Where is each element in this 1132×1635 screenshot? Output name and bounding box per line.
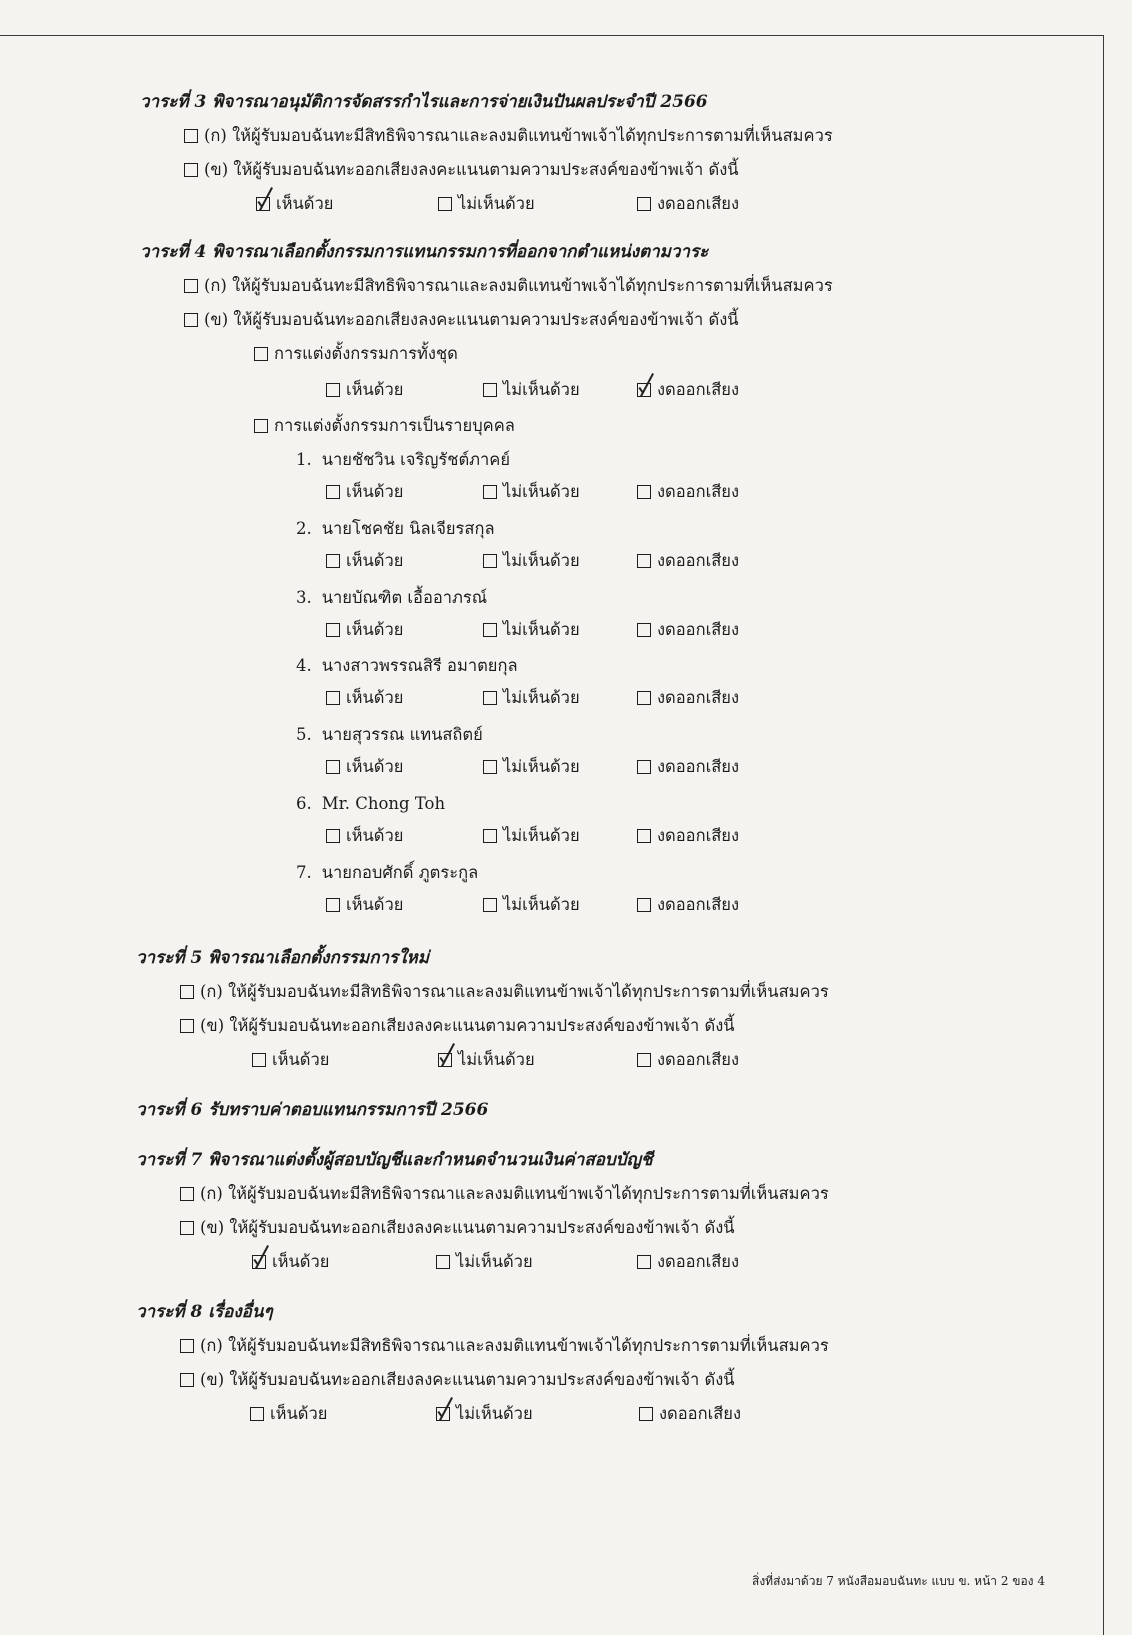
agenda-4-option-a[interactable] [184, 278, 833, 295]
candidate-5 [296, 727, 483, 744]
checkbox[interactable] [184, 163, 198, 177]
candidate-6 [296, 796, 445, 813]
option-b-label: (ข) ให้ผู้รับมอบฉันทะออกเสียงลงคะแนนตามความประสงค์ของข้าพเจ้า ดังนี้ [200, 1218, 735, 1237]
candidate-4 [296, 658, 518, 675]
candidate-5-disagree-choice[interactable] [483, 759, 580, 776]
checkbox[interactable] [184, 129, 198, 143]
vote-1-agree-choice[interactable] [326, 382, 403, 399]
candidate-3-agree-choice[interactable] [326, 622, 403, 639]
vote-4-agree-choice[interactable] [250, 1406, 327, 1423]
checkbox[interactable] [483, 691, 497, 705]
abstain-label: งดออกเสียง [657, 620, 740, 639]
checkbox[interactable] [326, 760, 340, 774]
disagree-label: ไม่เห็นด้วย [503, 826, 580, 845]
candidate-6-abstain-choice[interactable] [637, 828, 739, 845]
candidate-5-abstain-choice[interactable] [637, 759, 739, 776]
candidate-3-disagree-choice[interactable] [483, 622, 580, 639]
candidate-4-abstain-choice[interactable] [637, 690, 739, 707]
disagree-label: ไม่เห็นด้วย [503, 482, 580, 501]
page-footer: สิ่งที่ส่งมาด้วย 7 หนังสือมอบฉันทะ แบบ ข. หน้า 2 ของ 4 [752, 1574, 1045, 1588]
checkbox[interactable] [637, 623, 651, 637]
checkbox[interactable] [483, 383, 497, 397]
checkbox[interactable] [637, 1255, 651, 1269]
abstain-label: งดออกเสียง [657, 1252, 740, 1271]
agree-label: เห็นด้วย [346, 551, 404, 570]
disagree-label: ไม่เห็นด้วย [503, 551, 580, 570]
candidate-name: นายบัณฑิต เอื้ออาภรณ์ [321, 588, 488, 607]
checkbox[interactable] [436, 1407, 450, 1421]
disagree-label: ไม่เห็นด้วย [503, 380, 580, 399]
checkbox[interactable] [637, 1053, 651, 1067]
vote-1-disagree-choice[interactable] [483, 382, 580, 399]
agree-label: เห็นด้วย [276, 194, 334, 213]
checkbox[interactable] [483, 829, 497, 843]
checkbox[interactable] [639, 1407, 653, 1421]
candidate-1-abstain-choice[interactable] [637, 484, 739, 501]
candidate-4-agree-choice[interactable] [326, 690, 403, 707]
disagree-label: ไม่เห็นด้วย [503, 757, 580, 776]
agree-label: เห็นด้วย [346, 620, 404, 639]
candidate-number: 3. [296, 588, 312, 607]
agenda-3-option-b[interactable] [184, 162, 739, 179]
candidate-7 [296, 865, 478, 882]
vote-3-agree-choice[interactable] [252, 1254, 329, 1271]
agenda-8-option-b[interactable] [180, 1372, 735, 1389]
checkbox[interactable] [637, 691, 651, 705]
agree-label: เห็นด้วย [346, 826, 404, 845]
checkbox[interactable] [438, 197, 452, 211]
agree-label: เห็นด้วย [346, 688, 404, 707]
checkbox[interactable] [436, 1255, 450, 1269]
vote-3-disagree-choice[interactable] [436, 1254, 533, 1271]
option-b-label: (ข) ให้ผู้รับมอบฉันทะออกเสียงลงคะแนนตามความประสงค์ของข้าพเจ้า ดังนี้ [200, 1016, 735, 1035]
checkbox[interactable] [326, 623, 340, 637]
checkbox[interactable] [326, 485, 340, 499]
abstain-label: งดออกเสียง [657, 1050, 740, 1069]
abstain-label: งดออกเสียง [657, 194, 740, 213]
vote-2-agree-choice[interactable] [252, 1052, 329, 1069]
candidate-number: 1. [296, 450, 312, 469]
abstain-label: งดออกเสียง [657, 826, 740, 845]
option-a-label: (ก) ให้ผู้รับมอบฉันทะมีสิทธิพิจารณาและลงมติแทนข้าพเจ้าได้ทุกประการตามที่เห็นสมควร [204, 126, 833, 145]
candidate-2-disagree-choice[interactable] [483, 553, 580, 570]
vote-2-disagree-choice[interactable] [438, 1052, 535, 1069]
candidate-6-disagree-choice[interactable] [483, 828, 580, 845]
checkbox[interactable] [180, 985, 194, 999]
checkbox[interactable] [184, 313, 198, 327]
agenda-5-title: วาระที่ 5 พิจารณาเลือกตั้งกรรมการใหม่ [136, 948, 429, 968]
agenda-5-option-b[interactable] [180, 1018, 735, 1035]
agenda-3-option-a[interactable] [184, 128, 833, 145]
checkbox[interactable] [180, 1187, 194, 1201]
agenda-7-option-b[interactable] [180, 1220, 735, 1237]
checkbox[interactable] [637, 485, 651, 499]
disagree-label: ไม่เห็นด้วย [503, 688, 580, 707]
appoint-individual-option[interactable] [254, 418, 515, 435]
abstain-label: งดออกเสียง [657, 551, 740, 570]
checkbox[interactable] [180, 1339, 194, 1353]
checkbox[interactable] [637, 829, 651, 843]
checkbox[interactable] [483, 760, 497, 774]
checkbox[interactable] [252, 1255, 266, 1269]
vote-0-agree-choice[interactable] [256, 196, 333, 213]
agenda-4-title: วาระที่ 4 พิจารณาเลือกตั้งกรรมการแทนกรรมการที่ออกจากตำแหน่งตามวาระ [140, 242, 709, 262]
checkbox[interactable] [483, 485, 497, 499]
checkbox[interactable] [256, 197, 270, 211]
disagree-label: ไม่เห็นด้วย [456, 1252, 533, 1271]
agree-label: เห็นด้วย [346, 895, 404, 914]
disagree-label: ไม่เห็นด้วย [458, 1050, 535, 1069]
checkbox[interactable] [326, 383, 340, 397]
agenda-8-option-a[interactable] [180, 1338, 829, 1355]
appoint-all-option[interactable] [254, 346, 458, 363]
vote-2-abstain-choice[interactable] [637, 1052, 739, 1069]
candidate-number: 6. [296, 794, 312, 813]
candidate-1-agree-choice[interactable] [326, 484, 403, 501]
checkbox[interactable] [483, 554, 497, 568]
vote-4-disagree-choice[interactable] [436, 1406, 533, 1423]
candidate-7-disagree-choice[interactable] [483, 897, 580, 914]
candidate-4-disagree-choice[interactable] [483, 690, 580, 707]
checkbox[interactable] [250, 1407, 264, 1421]
appoint-individual-label: การแต่งตั้งกรรมการเป็นรายบุคคล [274, 416, 515, 435]
candidate-3-abstain-choice[interactable] [637, 622, 739, 639]
candidate-name: นายโชคชัย นิลเจียรสกุล [321, 519, 495, 538]
candidate-name: นายกอบศักดิ์ ภูตระกูล [321, 863, 479, 882]
candidate-7-agree-choice[interactable] [326, 897, 403, 914]
agenda-8-title: วาระที่ 8 เรื่องอื่นๆ [136, 1302, 273, 1322]
checkbox[interactable] [326, 554, 340, 568]
appoint-all-label: การแต่งตั้งกรรมการทั้งชุด [274, 344, 458, 363]
candidate-2-agree-choice[interactable] [326, 553, 403, 570]
agree-label: เห็นด้วย [270, 1404, 328, 1423]
checkbox[interactable] [326, 691, 340, 705]
option-a-label: (ก) ให้ผู้รับมอบฉันทะมีสิทธิพิจารณาและลงมติแทนข้าพเจ้าได้ทุกประการตามที่เห็นสมควร [200, 1336, 829, 1355]
abstain-label: งดออกเสียง [657, 895, 740, 914]
agenda-5-option-a[interactable] [180, 984, 829, 1001]
checkbox[interactable] [184, 279, 198, 293]
checkbox[interactable] [637, 197, 651, 211]
candidate-2-abstain-choice[interactable] [637, 553, 739, 570]
vote-3-abstain-choice[interactable] [637, 1254, 739, 1271]
checkbox[interactable] [254, 347, 268, 361]
checkbox[interactable] [637, 760, 651, 774]
checkbox[interactable] [637, 898, 651, 912]
candidate-number: 2. [296, 519, 312, 538]
abstain-label: งดออกเสียง [657, 482, 740, 501]
candidate-1 [296, 452, 510, 469]
candidate-1-disagree-choice[interactable] [483, 484, 580, 501]
candidate-6-agree-choice[interactable] [326, 828, 403, 845]
candidate-3 [296, 590, 487, 607]
option-b-label: (ข) ให้ผู้รับมอบฉันทะออกเสียงลงคะแนนตามความประสงค์ของข้าพเจ้า ดังนี้ [204, 160, 739, 179]
option-a-label: (ก) ให้ผู้รับมอบฉันทะมีสิทธิพิจารณาและลงมติแทนข้าพเจ้าได้ทุกประการตามที่เห็นสมควร [200, 1184, 829, 1203]
checkbox[interactable] [483, 623, 497, 637]
checkbox[interactable] [637, 383, 651, 397]
candidate-number: 5. [296, 725, 312, 744]
candidate-number: 4. [296, 656, 312, 675]
checkbox[interactable] [438, 1053, 452, 1067]
candidate-number: 7. [296, 863, 312, 882]
agenda-7-option-a[interactable] [180, 1186, 829, 1203]
checkbox[interactable] [326, 829, 340, 843]
option-a-label: (ก) ให้ผู้รับมอบฉันทะมีสิทธิพิจารณาและลงมติแทนข้าพเจ้าได้ทุกประการตามที่เห็นสมควร [204, 276, 833, 295]
vote-1-abstain-choice[interactable] [637, 382, 739, 399]
candidate-name: นายสุวรรณ แทนสถิตย์ [321, 725, 483, 744]
candidate-name: นายชัชวิน เจริญรัชต์ภาคย์ [321, 450, 511, 469]
agree-label: เห็นด้วย [272, 1252, 330, 1271]
agree-label: เห็นด้วย [346, 482, 404, 501]
checkbox[interactable] [180, 1019, 194, 1033]
option-a-label: (ก) ให้ผู้รับมอบฉันทะมีสิทธิพิจารณาและลงมติแทนข้าพเจ้าได้ทุกประการตามที่เห็นสมควร [200, 982, 829, 1001]
candidate-name: นางสาวพรรณสิรี อมาตยกุล [321, 656, 518, 675]
candidate-5-agree-choice[interactable] [326, 759, 403, 776]
checkbox[interactable] [637, 554, 651, 568]
checkbox[interactable] [483, 898, 497, 912]
disagree-label: ไม่เห็นด้วย [503, 620, 580, 639]
agenda-4-option-b[interactable] [184, 312, 739, 329]
checkbox[interactable] [326, 898, 340, 912]
agree-label: เห็นด้วย [346, 380, 404, 399]
agenda-6-title: วาระที่ 6 รับทราบค่าตอบแทนกรรมการปี 2566 [136, 1100, 489, 1120]
agenda-3-title: วาระที่ 3 พิจารณาอนุมัติการจัดสรรกำไรและการจ่ายเงินปันผลประจำปี 2566 [140, 92, 708, 112]
abstain-label: งดออกเสียง [657, 688, 740, 707]
vote-0-abstain-choice[interactable] [637, 196, 739, 213]
vote-0-disagree-choice[interactable] [438, 196, 535, 213]
checkbox[interactable] [254, 419, 268, 433]
option-b-label: (ข) ให้ผู้รับมอบฉันทะออกเสียงลงคะแนนตามความประสงค์ของข้าพเจ้า ดังนี้ [204, 310, 739, 329]
checkbox[interactable] [180, 1373, 194, 1387]
abstain-label: งดออกเสียง [657, 757, 740, 776]
candidate-name: Mr. Chong Toh [321, 794, 446, 813]
disagree-label: ไม่เห็นด้วย [456, 1404, 533, 1423]
candidate-2 [296, 521, 495, 538]
abstain-label: งดออกเสียง [657, 380, 740, 399]
checkbox[interactable] [252, 1053, 266, 1067]
agenda-7-title: วาระที่ 7 พิจารณาแต่งตั้งผู้สอบบัญชีและกำหนดจำนวนเงินค่าสอบบัญชี [136, 1150, 653, 1170]
checkbox[interactable] [180, 1221, 194, 1235]
disagree-label: ไม่เห็นด้วย [458, 194, 535, 213]
agree-label: เห็นด้วย [272, 1050, 330, 1069]
vote-4-abstain-choice[interactable] [639, 1406, 741, 1423]
agree-label: เห็นด้วย [346, 757, 404, 776]
disagree-label: ไม่เห็นด้วย [503, 895, 580, 914]
abstain-label: งดออกเสียง [659, 1404, 742, 1423]
option-b-label: (ข) ให้ผู้รับมอบฉันทะออกเสียงลงคะแนนตามความประสงค์ของข้าพเจ้า ดังนี้ [200, 1370, 735, 1389]
candidate-7-abstain-choice[interactable] [637, 897, 739, 914]
